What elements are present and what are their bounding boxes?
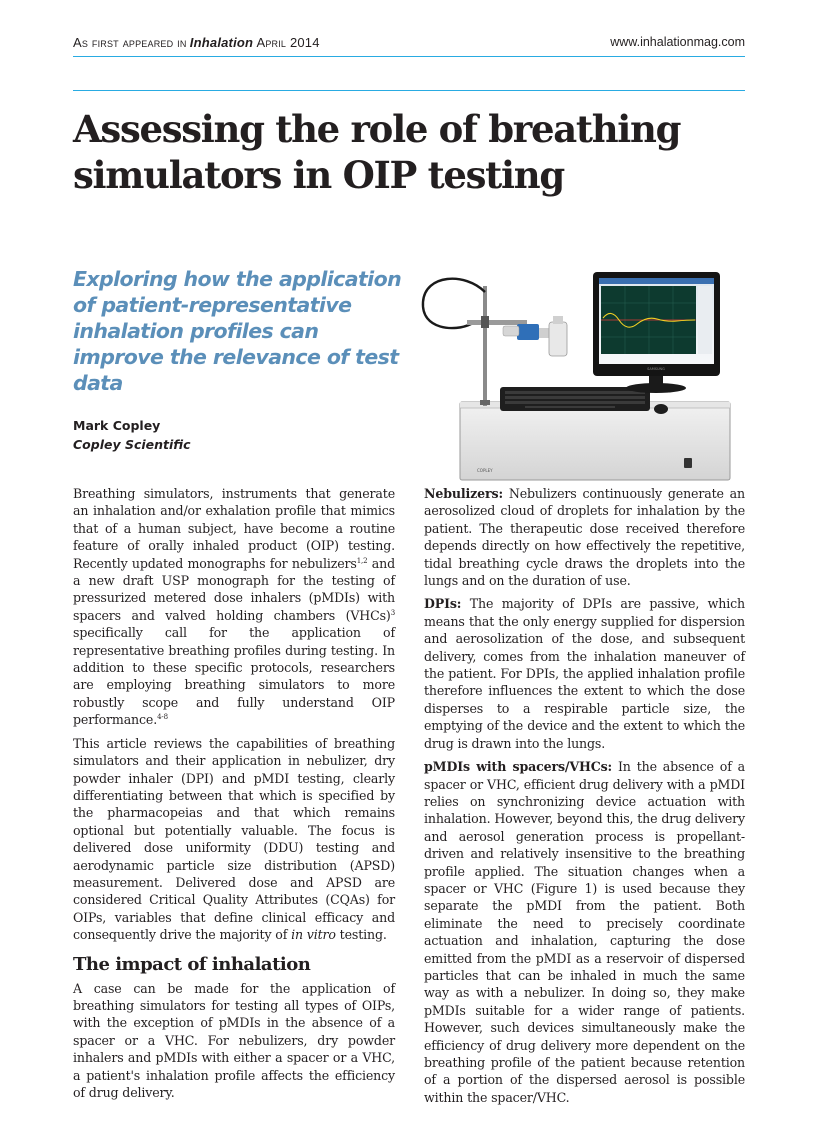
running-header	[73, 35, 320, 50]
right-column	[424, 485, 745, 1112]
dpis-paragraph: DPIs: The majority of DPIs are passive, which means that the only energy supplied for dispersion and aerosolization of the dose, and subsequent delivery, comes from the inhalation maneuver of the patient. For DPIs, the applied inhalation profile therefore influences the extent to which the dose disperses to a respirable particle size, the emptying of the device and the extent to which the drug is drawn into the lungs.	[424, 596, 745, 751]
monitor-brand-label: SAMSUNG	[647, 367, 665, 371]
header-date: April 2014	[256, 35, 320, 50]
article-title: Assessing the role of breathing simulators in OIP testing	[73, 107, 681, 197]
title-divider	[73, 90, 745, 91]
breathing-simulator-photo	[405, 262, 750, 488]
intro-paragraph: Breathing simulators, instruments that generate an inhalation and/or exhalation profile that mimics that of a human subject, have become a routine feature of orally inhaled product (OIP) testing. Recently updated monographs for nebulizers$^{1,2}$ and a new draft USP monograph for the testing of pressurized metered dose inhalers (pMDIs) with spacers and valved holding chambers (VHCs)$^3$ specifically call for the application of representative breathing profiles during testing. In addition to these specific protocols, researchers are employing breathing simulators to more robustly scope and fully understand OIP performance.$^{4-8}$	[73, 486, 395, 728]
header-url[interactable]: www.inhalationmag.com	[610, 35, 745, 49]
nebulizers-paragraph: Nebulizers: Nebulizers continuously generate an aerosolized cloud of droplets for inhalation by the patient. The therapeutic dose received therefore depends directly on how effectively the repetitive, tidal breathing cycle draws the droplets into the lungs and on the duration of use.	[424, 486, 745, 589]
pmdis-paragraph: pMDIs with spacers/VHCs: In the absence of a spacer or VHC, efficient drug delivery with a pMDI relies on synchronizing device actuation with inhalation. However, beyond this, the drug delivery and aerosol generation process is propellant-driven and relatively insensitive to the breathing profile applied. The situation changes when a spacer or VHC (Figure 1) is used because they separate the pMDI from the patient. Both eliminate the need to precisely coordinate actuation and inhalation, capturing the dose emitted from the pMDI as a reservoir of dispersed particles that can be inhaled in much the same way as with a nebulizer. In doing so, they make pMDIs suitable for a wider range of patients. However, such devices simultaneously make the efficiency of drug delivery more dependent on the breathing profile of the patient because retention of a portion of the dispersed aerosol is possible within the spacer/VHC.	[424, 759, 745, 1105]
inhalation-paragraph: A case can be made for the application of breathing simulators for testing all types of OIPs, with the exception of pMDIs in the absence of a spacer or a VHC. For nebulizers, dry powder inhalers and pMDIs with either a spacer or a VHC, a patient's inhalation profile affects the efficiency of drug delivery.	[73, 980, 395, 1100]
section-heading: The impact of inhalation	[73, 953, 311, 975]
panel-brand-label: COPLEY	[477, 468, 493, 473]
left-column	[73, 485, 395, 1107]
article-subtitle: Exploring how the application of patient-representative inhalation profiles can improve the relevance of test data	[73, 267, 402, 395]
author-name: Mark Copley	[73, 418, 161, 433]
header-as-first: As first appeared in	[73, 35, 187, 50]
overview-paragraph: This article reviews the capabilities of breathing simulators and their application in nebulizer, dry powder inhaler (DPI) and pMDI testing, clearly differentiating between that which is specified by the pharmacopeias and that which remains optional but potentially valuable. The focus is delivered dose uniformity (DDU) testing and aerodynamic particle size distribution (APSD) measurement. Delivered dose and APSD are considered Critical Quality Attributes (CQAs) for OIPs, variables that define clinical efficacy and consequently drive the majority of in vitro testing.	[73, 735, 395, 943]
header-magazine: Inhalation	[189, 35, 254, 50]
byline	[73, 416, 191, 454]
header-divider	[73, 56, 745, 57]
author-organization: Copley Scientific	[73, 437, 191, 452]
